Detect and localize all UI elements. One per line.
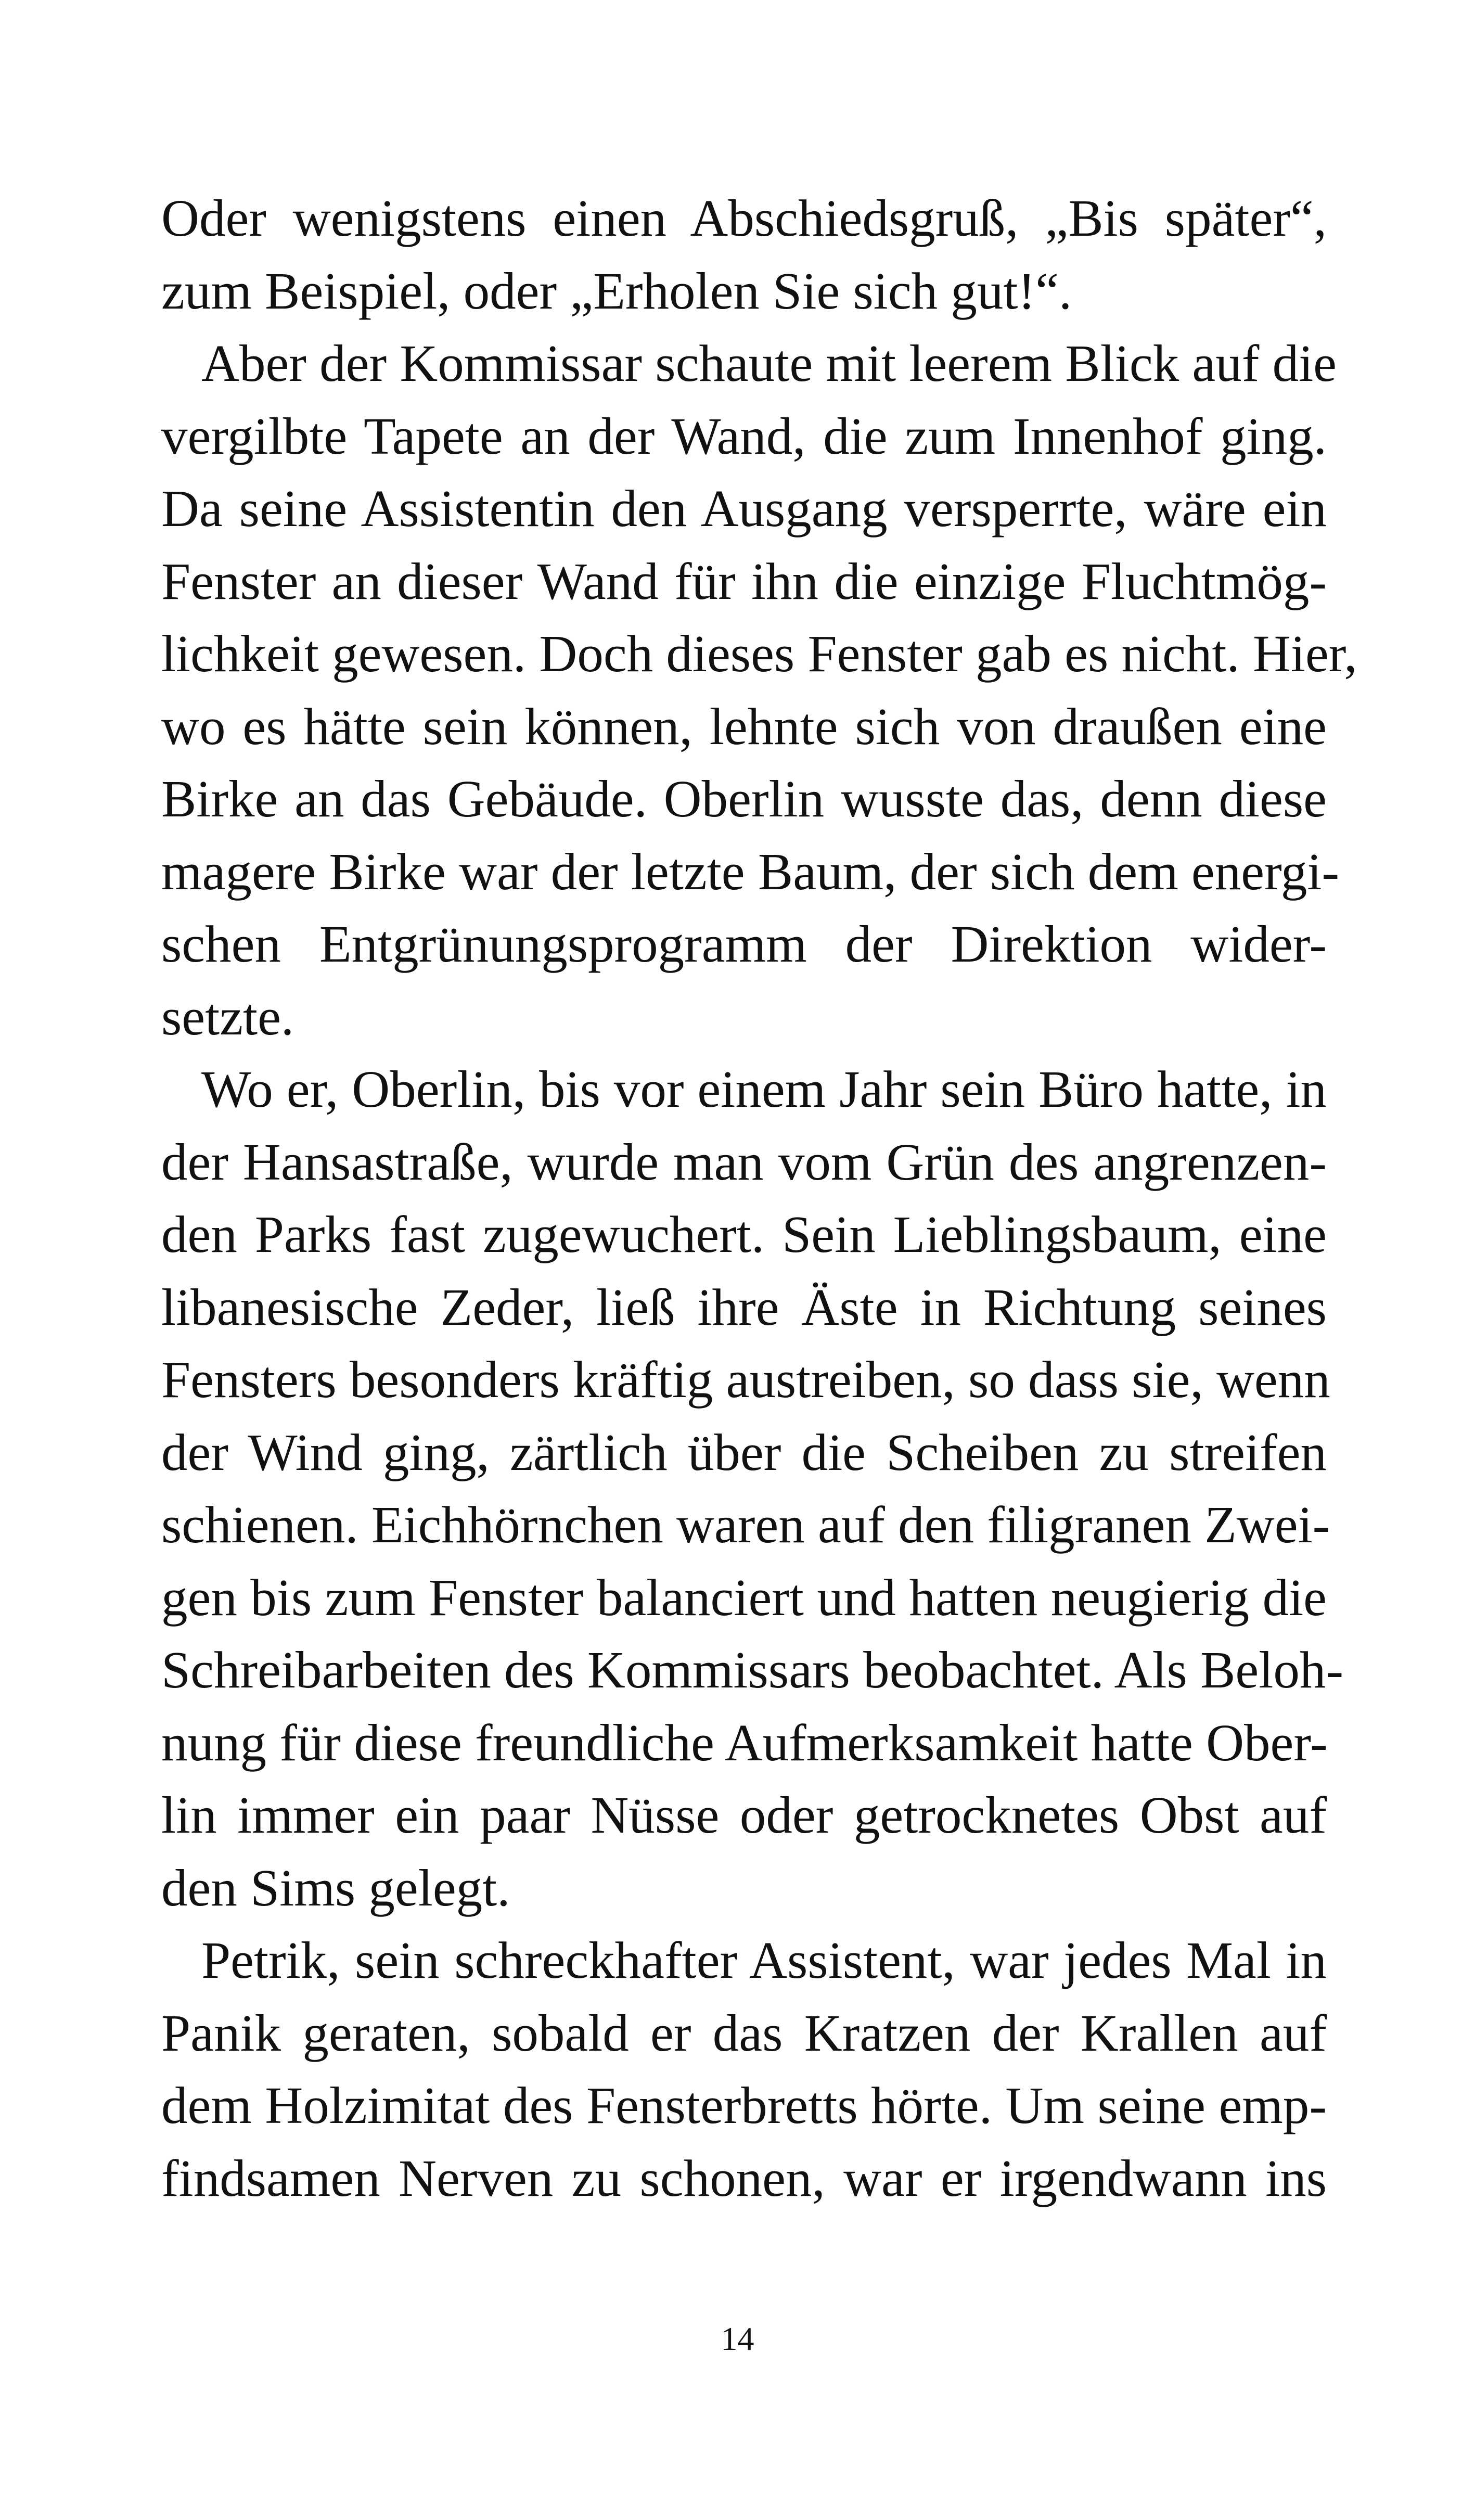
text-line: Fensters besonders kräftig austreiben, so dass sie, wenn xyxy=(161,1350,1330,1409)
text-line: lin immer ein paar Nüsse oder getrocknetes Obst auf xyxy=(161,1786,1327,1844)
text-line: dem Holzimitat des Fensterbretts hörte. Um seine emp- xyxy=(161,2076,1327,2134)
text-line: den Sims gelegt. xyxy=(161,1858,510,1917)
text-line: zum Beispiel, oder „Erholen Sie sich gut!“. xyxy=(161,261,1072,320)
text-line: Wo er, Oberlin, bis vor einem Jahr sein Büro hatte, in xyxy=(201,1060,1327,1118)
text-line: Birke an das Gebäude. Oberlin wusste das, denn diese xyxy=(161,770,1327,828)
text-line: Da seine Assistentin den Ausgang versperrte, wäre ein xyxy=(161,479,1327,538)
text-line: Aber der Kommissar schaute mit leerem Blick auf die xyxy=(201,334,1337,392)
text-line: der Wind ging, zärtlich über die Scheiben zu streifen xyxy=(161,1423,1327,1481)
text-line: Fenster an dieser Wand für ihn die einzige Fluchtmög- xyxy=(161,552,1327,610)
text-line: nung für diese freundliche Aufmerksamkeit hatte Ober- xyxy=(161,1713,1328,1772)
text-line: Panik geraten, sobald er das Kratzen der Krallen auf xyxy=(161,2003,1327,2062)
text-line: setzte. xyxy=(161,987,294,1046)
page-number: 14 xyxy=(721,2320,754,2357)
text-line: den Parks fast zugewuchert. Sein Lieblingsbaum, eine xyxy=(161,1205,1327,1263)
text-line: wo es hätte sein können, lehnte sich von draußen eine xyxy=(161,697,1327,756)
text-line: schienen. Eichhörnchen waren auf den filigranen Zwei- xyxy=(161,1495,1330,1554)
text-line: findsamen Nerven zu schonen, war er irgendwann ins xyxy=(161,2148,1327,2207)
text-line: vergilbte Tapete an der Wand, die zum Innenhof ging. xyxy=(161,406,1327,465)
text-line: libanesische Zeder, ließ ihre Äste in Richtung seines xyxy=(161,1277,1327,1336)
text-line: Petrik, sein schreckhafter Assistent, war jedes Mal in xyxy=(201,1931,1327,1989)
text-line: Schreibarbeiten des Kommissars beobachtet. Als Beloh- xyxy=(161,1641,1343,1699)
text-line: schen Entgrünungsprogramm der Direktion wider- xyxy=(161,915,1327,973)
text-line: lichkeit gewesen. Doch dieses Fenster gab es nicht. Hier, xyxy=(161,624,1357,683)
text-line: der Hansastraße, wurde man vom Grün des angrenzen- xyxy=(161,1132,1327,1191)
text-line: Oder wenigstens einen Abschiedsgruß, „Bis später“, xyxy=(161,189,1327,247)
text-line: magere Birke war der letzte Baum, der sich dem energi- xyxy=(161,842,1340,901)
text-line: gen bis zum Fenster balanciert und hatten neugierig die xyxy=(161,1568,1327,1627)
body-text xyxy=(161,182,1357,2215)
